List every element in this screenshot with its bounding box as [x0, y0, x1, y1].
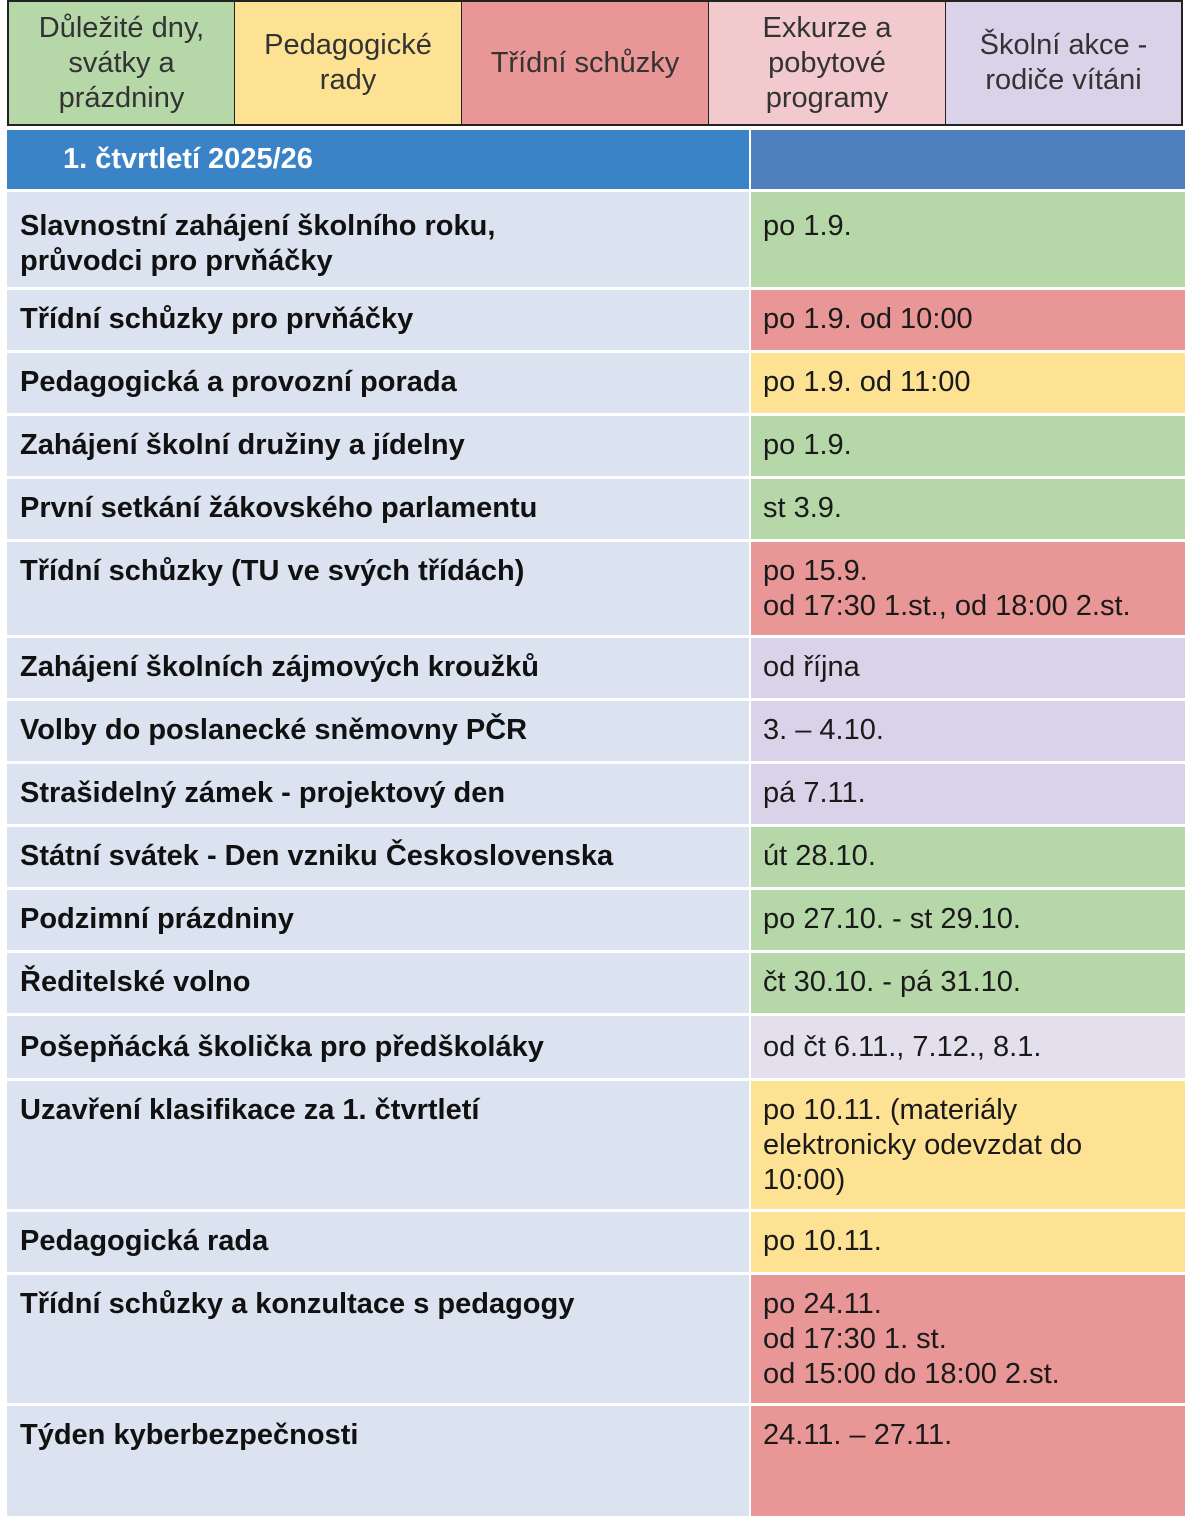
event-date: po 10.11. — [749, 1212, 1185, 1272]
event-date: út 28.10. — [749, 827, 1185, 887]
event-name: Třídní schůzky pro prvňáčky — [7, 290, 749, 350]
table-row — [7, 824, 1185, 887]
event-date: po 24.11. od 17:30 1. st. od 15:00 do 18:00 2.st. — [749, 1275, 1185, 1403]
table-row — [7, 287, 1185, 350]
event-name: Zahájení školní družiny a jídelny — [7, 416, 749, 476]
table-row — [7, 413, 1185, 476]
table-row — [7, 887, 1185, 950]
event-name: Týden kyberbezpečnosti — [7, 1406, 749, 1516]
event-name: Podzimní prázdniny — [7, 890, 749, 950]
table-row — [7, 350, 1185, 413]
event-name: Ředitelské volno — [7, 953, 749, 1013]
table-row — [7, 635, 1185, 698]
event-name: První setkání žákovského parlamentu — [7, 479, 749, 539]
color-legend — [7, 0, 1183, 126]
event-date: po 1.9. — [749, 192, 1185, 287]
table-row — [7, 698, 1185, 761]
event-date: po 1.9. od 11:00 — [749, 353, 1185, 413]
event-date: od čt 6.11., 7.12., 8.1. — [749, 1016, 1185, 1078]
event-date: po 1.9. od 10:00 — [749, 290, 1185, 350]
event-name: Slavnostní zahájení školního roku, průvodci pro prvňáčky — [7, 192, 749, 287]
event-date: po 1.9. — [749, 416, 1185, 476]
event-date: po 15.9. od 17:30 1.st., od 18:00 2.st. — [749, 542, 1185, 635]
event-date: st 3.9. — [749, 479, 1185, 539]
event-date: od října — [749, 638, 1185, 698]
legend-parent-meetings: Třídní schůzky — [462, 2, 709, 124]
header-date-column — [749, 130, 1185, 189]
table-row — [7, 1013, 1185, 1078]
event-name: Třídní schůzky (TU ve svých třídách) — [7, 542, 749, 635]
event-name: Státní svátek - Den vzniku Československa — [7, 827, 749, 887]
table-header — [7, 130, 1185, 189]
event-date: po 27.10. - st 29.10. — [749, 890, 1185, 950]
table-row — [7, 189, 1185, 287]
table-row — [7, 1078, 1185, 1209]
table-row — [7, 1209, 1185, 1272]
legend-teacher-meetings: Pedagogické rady — [235, 2, 462, 124]
event-name: Volby do poslanecké sněmovny PČR — [7, 701, 749, 761]
schedule-table — [7, 130, 1185, 1516]
legend-excursions: Exkurze a pobytové programy — [709, 2, 946, 124]
quarter-title: 1. čtvrtletí 2025/26 — [7, 130, 749, 189]
event-name: Zahájení školních zájmových kroužků — [7, 638, 749, 698]
event-date: čt 30.10. - pá 31.10. — [749, 953, 1185, 1013]
event-name: Pedagogická rada — [7, 1212, 749, 1272]
table-row — [7, 950, 1185, 1013]
table-row — [7, 539, 1185, 635]
table-row — [7, 476, 1185, 539]
event-name: Třídní schůzky a konzultace s pedagogy — [7, 1275, 749, 1403]
event-date: po 10.11. (materiály elektronicky odevzdat do 10:00) — [749, 1081, 1185, 1209]
event-date: pá 7.11. — [749, 764, 1185, 824]
event-name: Pošepňácká školička pro předškoláky — [7, 1016, 749, 1078]
legend-school-events: Školní akce - rodiče vítáni — [946, 2, 1181, 124]
table-row — [7, 1403, 1185, 1516]
event-date: 24.11. – 27.11. — [749, 1406, 1185, 1516]
event-date: 3. – 4.10. — [749, 701, 1185, 761]
legend-holidays: Důležité dny, svátky a prázdniny — [9, 2, 235, 124]
table-row — [7, 1272, 1185, 1403]
event-name: Uzavření klasifikace za 1. čtvrtletí — [7, 1081, 749, 1209]
event-name: Strašidelný zámek - projektový den — [7, 764, 749, 824]
table-row — [7, 761, 1185, 824]
event-name: Pedagogická a provozní porada — [7, 353, 749, 413]
